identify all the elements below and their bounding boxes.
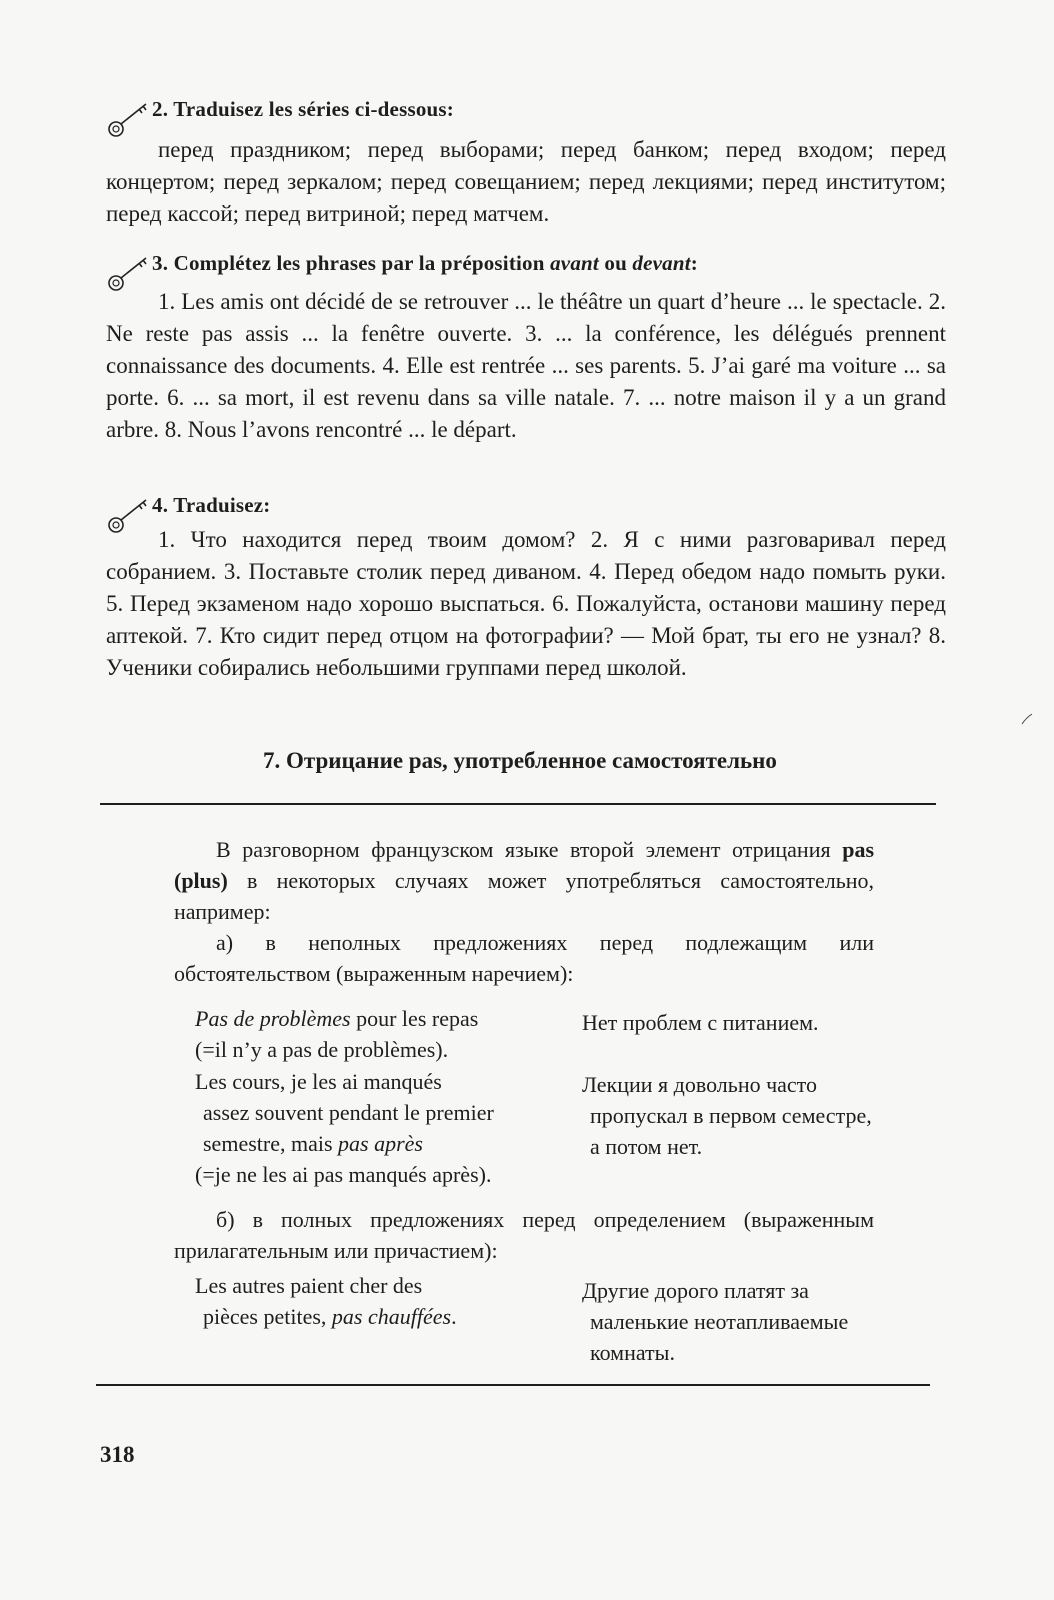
exercise-4-body: 1. Что находится перед твоим домом? 2. Я с ними разговаривал перед собранием. 3. Поставьте столик перед диваном. 4. Перед обедом надо помыть руки. 5. Перед экзаменом надо хорошо выспаться. 6. Пожалуйста, останови машину перед аптекой. 7. Кто сидит перед отцом на фотографии? — Мой брат, ты его не узнал? 8. Ученики собирались небольшими группами перед школой. <box>106 527 946 680</box>
exercise-2-body: перед праздником; перед выборами; перед банком; перед входом; перед концертом; перед зеркалом; перед совещанием; перед лекциями; перед институтом; перед кассой; перед витриной; перед матчем. <box>106 137 946 226</box>
exercise-3-body: 1. Les amis ont décidé de se retrouver ... le théâtre un quart d’heure ... le spectacle. 2. Ne reste pas assis ... la fenêtre ouverte. 3. ... la conférence, les délégués prennent connaissance des documents. 4. Elle est rentrée ... ses parents. 5. J’ai garé ma voiture ... sa porte. 6. ... sa mort, il est revenu dans sa ville natale. 7. ... notre maison il y a un grand arbre. 8. Nous l’avons rencontré ... le départ. <box>106 289 946 442</box>
example-b1-ru-line3: комнаты. <box>590 1340 675 1365</box>
exercise-2 <box>106 96 946 230</box>
example-a2-ru-line3: а потом нет. <box>590 1134 703 1159</box>
section-title: 7. Отрицание pas, употребленное самостоятельно <box>263 748 777 773</box>
example-b1-ru <box>582 1275 942 1368</box>
example-a2-fr <box>195 1066 575 1190</box>
example-a2-fr-line3: semestre, mais pas après <box>203 1131 423 1156</box>
example-a1-fr <box>195 1003 575 1065</box>
example-a2-ru <box>582 1069 942 1162</box>
rule-intro-text: В разговорном французском языке второй элемент отрицания pas (plus) в некоторых случаях может употребляться самостоятельно, например: <box>174 837 874 924</box>
exercise-4 <box>106 492 946 684</box>
exercise-4-header <box>106 492 946 522</box>
example-a2-fr-line2: assez souvent pendant le premier <box>203 1100 494 1125</box>
scan-mark-icon <box>1020 712 1034 726</box>
exercise-3-title: 3. Complétez les phrases par la préposition avant ou devant: <box>152 251 698 275</box>
key-icon <box>106 250 154 292</box>
exercise-3 <box>106 250 946 446</box>
point-a: а) в неполных предложениях перед подлежащим или обстоятельством (выраженным наречием): <box>174 930 874 986</box>
exercise-2-header <box>106 96 946 126</box>
page-number: 318 <box>100 1442 135 1467</box>
example-b1-ru-line2: маленькие неотапливаемые <box>590 1309 849 1334</box>
example-a2-ru-line2: пропускал в первом семестре, <box>590 1103 872 1128</box>
example-b1-fr <box>195 1270 575 1332</box>
key-icon <box>106 492 154 534</box>
example-a1-ru-line1: Нет проблем с питанием. <box>582 1010 819 1035</box>
exercise-2-title: 2. Traduisez les séries ci-dessous: <box>152 97 454 121</box>
rule-bottom <box>96 1384 930 1386</box>
example-a2-fr-line1: Les cours, je les ai manqués <box>195 1069 442 1094</box>
example-b1-fr-line1: Les autres paient cher des <box>195 1273 423 1298</box>
exercise-3-header <box>106 250 946 280</box>
key-icon <box>106 96 154 138</box>
example-a2-fr-line4: (=je ne les ai pas manqués après). <box>195 1162 492 1187</box>
rule-intro <box>174 834 874 989</box>
rule-top <box>100 803 936 805</box>
point-b-block <box>174 1204 874 1266</box>
example-b1-ru-line1: Другие дорого платят за <box>582 1278 809 1303</box>
example-a1-fr-line2: (=il n’y a pas de problèmes). <box>195 1037 449 1062</box>
example-a2-ru-line1: Лекции я довольно часто <box>582 1072 818 1097</box>
exercise-4-title: 4. Traduisez: <box>152 493 271 517</box>
point-b: б) в полных предложениях перед определением (выраженным прилагательным или причастием): <box>174 1207 874 1263</box>
example-a1-ru <box>582 1007 942 1038</box>
example-a1-fr-line1: Pas de problèmes pour les repas <box>195 1006 479 1031</box>
example-b1-fr-line2: pièces petites, pas chauffées. <box>203 1304 457 1329</box>
